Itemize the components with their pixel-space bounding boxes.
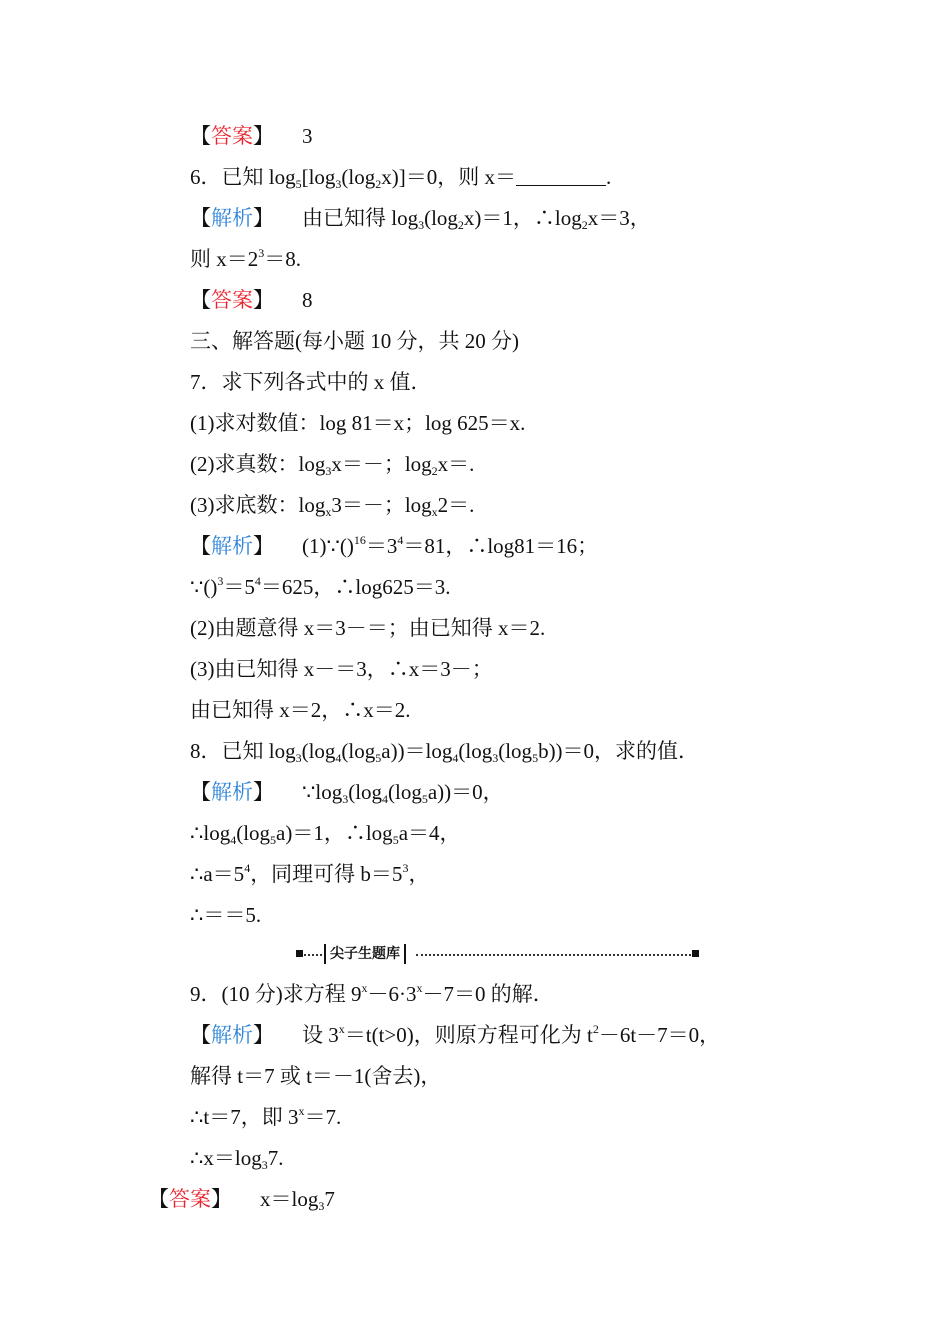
analysis-line-6 <box>190 204 651 232</box>
text: ∴t＝7，即 3 <box>190 1105 299 1129</box>
text: (2)求真数：log <box>190 452 326 476</box>
text: 7 <box>324 1187 335 1211</box>
bracket-close: 】 <box>253 780 274 804</box>
problem-7-part-1: (1)求对数值：log 81＝x；log 625＝x. <box>190 411 526 435</box>
analysis-line-9 <box>190 1021 720 1049</box>
bracket-close: 】 <box>211 1187 232 1211</box>
subscript: 3 <box>261 1158 268 1172</box>
text: a＝4， <box>398 821 461 845</box>
divider-dots-left <box>304 954 326 956</box>
superscript: x <box>338 1022 345 1036</box>
text: x＝－；log <box>331 452 432 476</box>
text: －6t－7＝0， <box>598 1023 721 1047</box>
subscript: 3 <box>342 792 349 806</box>
answer-value: 3 <box>302 124 313 148</box>
analysis-continuation <box>190 245 301 273</box>
text: 由已知得 log <box>302 206 419 230</box>
subscript: 2 <box>457 218 464 232</box>
text: (log <box>498 739 533 763</box>
bracket-close: 】 <box>253 288 274 312</box>
subscript: 4 <box>382 792 389 806</box>
superscript: 16 <box>353 533 366 547</box>
superscript: x <box>298 1104 305 1118</box>
superscript: 3 <box>258 246 265 260</box>
superscript: 4 <box>254 574 261 588</box>
subscript: 4 <box>230 833 237 847</box>
section-heading: 三、解答题(每小题 10 分，共 20 分) <box>190 329 519 353</box>
answer-value: 8 <box>302 288 313 312</box>
bracket-open: 【 <box>190 780 211 804</box>
bracket-close: 】 <box>253 1023 274 1047</box>
answer-line-5 <box>190 122 313 150</box>
text: ， <box>408 862 430 886</box>
analysis-7-step: (2)由题意得 x＝3－＝；由已知得 x＝2. <box>190 616 546 640</box>
superscript: x <box>361 981 368 995</box>
text: ＝625，∴log625＝3. <box>260 575 451 599</box>
answer-line-6 <box>190 286 313 314</box>
subscript: 2 <box>431 464 438 478</box>
problem-8 <box>190 737 699 765</box>
text: (log <box>341 165 376 189</box>
answer-label: 答案 <box>169 1187 211 1211</box>
subscript: x <box>431 505 438 519</box>
text: (log <box>388 780 422 804</box>
analysis-line-7 <box>190 532 598 560</box>
analysis-8-step: ∴＝＝5. <box>190 903 262 927</box>
subscript: 2 <box>375 177 382 191</box>
bracket-open: 【 <box>190 288 211 312</box>
text: ＝8. <box>264 247 301 271</box>
analysis-9-step: 解得 t＝7 或 t＝－1(舍去)， <box>190 1064 442 1088</box>
subscript: 3 <box>325 464 332 478</box>
bracket-open: 【 <box>190 1023 211 1047</box>
text: (1)∵() <box>302 534 354 558</box>
text: －6·3 <box>367 982 417 1006</box>
text: [log <box>301 165 336 189</box>
text: x＝. <box>437 452 475 476</box>
text: 设 3 <box>302 1023 339 1047</box>
text: 6．已知 log <box>190 165 296 189</box>
text: ＝t(t>0)，则原方程可化为 t <box>344 1023 593 1047</box>
bracket-open: 【 <box>190 534 211 558</box>
text: ＝3 <box>365 534 398 558</box>
subscript: 2 <box>581 218 588 232</box>
problem-7-part-3 <box>190 491 474 519</box>
superscript: 4 <box>244 861 251 875</box>
analysis-label: 解析 <box>211 1023 253 1047</box>
text: ∴a＝5 <box>190 862 245 886</box>
text: b))＝0，求的值． <box>538 739 700 763</box>
subscript: 4 <box>452 751 459 765</box>
analysis-9-step <box>190 1144 283 1172</box>
subscript: 3 <box>318 1199 325 1213</box>
analysis-9-step <box>190 1103 341 1131</box>
analysis-label: 解析 <box>211 780 253 804</box>
bracket-open: 【 <box>190 206 211 230</box>
text: (log <box>236 821 271 845</box>
text: ∵() <box>190 575 218 599</box>
subscript: 5 <box>270 833 277 847</box>
text: 7. <box>267 1146 284 1170</box>
text: (log <box>341 739 376 763</box>
problem-6 <box>190 163 611 191</box>
bracket-close: 】 <box>253 206 274 230</box>
text: ，同理可得 b＝5 <box>250 862 403 886</box>
problem-7-part-2 <box>190 450 474 478</box>
text: x＝3， <box>587 206 651 230</box>
subscript: 3 <box>418 218 425 232</box>
superscript: 3 <box>217 574 224 588</box>
analysis-label: 解析 <box>211 206 253 230</box>
text: . <box>606 165 612 189</box>
answer-value: x＝log <box>260 1187 319 1211</box>
text: 则 x＝2 <box>190 247 259 271</box>
section-divider <box>296 944 699 964</box>
text: a)＝1，∴log <box>276 821 393 845</box>
text: x)]＝0，则 x＝ <box>381 165 516 189</box>
analysis-8-step <box>190 819 461 847</box>
text: a))＝log <box>381 739 453 763</box>
text: 2＝. <box>437 493 475 517</box>
text: 3＝－；log <box>331 493 432 517</box>
subscript: 4 <box>335 751 342 765</box>
text: ∴x＝log <box>190 1146 262 1170</box>
subscript: 3 <box>335 177 342 191</box>
text: x)＝1，∴log <box>463 206 582 230</box>
bracket-open: 【 <box>190 124 211 148</box>
text: ＝81，∴log81＝16； <box>403 534 599 558</box>
superscript: 3 <box>402 861 409 875</box>
bracket-close: 】 <box>253 124 274 148</box>
answer-blank <box>516 167 606 186</box>
text: (log <box>424 206 458 230</box>
text: (3)求底数：log <box>190 493 326 517</box>
answer-line-9 <box>148 1185 335 1213</box>
divider-square-right <box>692 950 699 957</box>
text: －7＝0 的解． <box>422 982 554 1006</box>
text: ∴log <box>190 821 231 845</box>
answer-label: 答案 <box>211 124 253 148</box>
analysis-7-step: (3)由已知得 x－＝3，∴x＝3－； <box>190 657 493 681</box>
problem-7: 7．求下列各式中的 x 值． <box>190 370 432 394</box>
text: (log <box>458 739 493 763</box>
subscript: 5 <box>295 177 302 191</box>
divider-label: 尖子生题库 <box>324 944 406 964</box>
divider-dots-right <box>416 954 691 956</box>
analysis-line-8 <box>190 778 504 806</box>
text: ∵log <box>302 780 343 804</box>
subscript: 3 <box>295 751 302 765</box>
answer-label: 答案 <box>211 288 253 312</box>
divider-square-left <box>296 950 303 957</box>
superscript: 4 <box>397 533 404 547</box>
bracket-close: 】 <box>253 534 274 558</box>
analysis-label: 解析 <box>211 534 253 558</box>
text: (log <box>301 739 336 763</box>
text: ＝5 <box>223 575 255 599</box>
subscript: x <box>325 505 332 519</box>
subscript: 5 <box>375 751 382 765</box>
text: ＝7. <box>304 1105 342 1129</box>
superscript: x <box>416 981 423 995</box>
analysis-7-step: 由已知得 x＝2，∴x＝2. <box>190 698 411 722</box>
superscript: 2 <box>592 1022 599 1036</box>
bracket-open: 【 <box>148 1187 169 1211</box>
text: 8．已知 log <box>190 739 296 763</box>
subscript: 5 <box>421 792 428 806</box>
subscript: 5 <box>532 751 539 765</box>
subscript: 3 <box>492 751 499 765</box>
problem-9 <box>190 980 554 1008</box>
text: (log <box>348 780 383 804</box>
text: a))＝0， <box>427 780 504 804</box>
analysis-8-step <box>190 860 429 888</box>
subscript: 5 <box>392 833 399 847</box>
text: 9．(10 分)求方程 9 <box>190 982 362 1006</box>
analysis-7-step <box>190 573 450 601</box>
